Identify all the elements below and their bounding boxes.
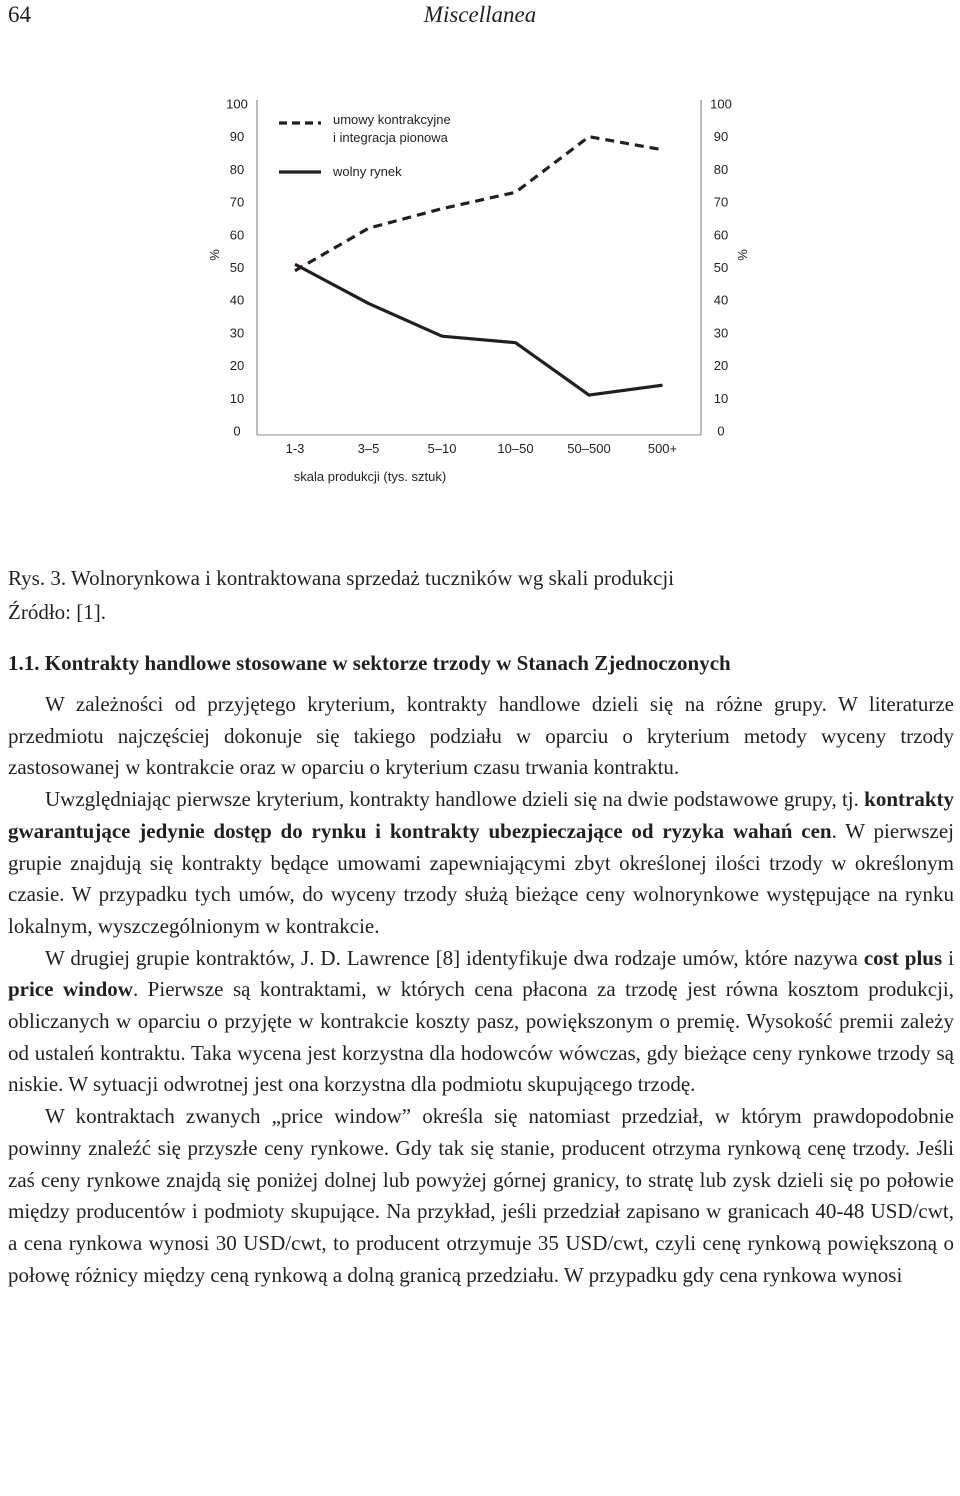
y-tick-label-right: 100 [710, 96, 732, 112]
y-tick-label-left: 70 [229, 194, 245, 210]
paragraph-4: W kontraktach zwanych „price window” określa się natomiast przedział, w którym prawdopodobnie powinny znaleźć się przyszłe ceny rynkowe. Gdy tak się stanie, producent otrzyma rynkową cenę trzody. Jeśli zaś ceny rynkowe znajdą się poniżej dolnej lub powyżej górnej granicy, to stratę lub zysk dzieli się po połowie między producentów i podmioty skupujące. Na przykład, jeśli przedział zapisano w granicach 40-48 USD/cwt, a cena rynkowa wynosi 30 USD/cwt, to producent otrzymuje 35 USD/cwt, czyli cenę rynkową powiększoną o połowę różnicy między ceną rynkową a dolną granicą przedziału. W przypadku gdy cena rynkowa wynosi [8, 1104, 954, 1287]
paragraph-3-text-b: i [942, 945, 954, 970]
x-tick-label: 3–5 [357, 441, 380, 456]
y-tick-label-left: 90 [229, 129, 245, 145]
y-tick-label-left: 60 [229, 227, 245, 243]
page-header [0, 0, 960, 32]
y-tick-label-left: 0 [233, 423, 241, 439]
y-tick-label-right: 60 [713, 227, 729, 243]
y-tick-label-left: 20 [229, 358, 245, 374]
x-tick-label: 500+ [647, 441, 678, 456]
y-tick-label-right: 50 [713, 260, 729, 275]
paragraph-2 [8, 784, 954, 943]
series-line-free-market [295, 264, 663, 395]
legend-label-contracts-line1: umowy kontrakcyjne [333, 112, 451, 127]
chart-legend [279, 112, 451, 179]
paragraph-1: W zależności od przyjętego kryterium, kontrakty handlowe dzieli się na różne grupy. W literaturze przedmiotu najczęściej dokonuje się takiego podziału w oparciu o kryterium metody wyceny trzody zastosowanej w kontrakcie oraz w oparciu o kryterium czasu trwania kontraktu. [8, 692, 954, 780]
y-tick-label-right: 90 [713, 129, 729, 145]
paragraph-3-text-c: . Pierwsze są kontraktami, w których cena płacona za trzodę jest równa kosztom produkcji, obliczanych w oparciu o przyjęte w kontrakcie koszty pasz, powiększonym o premię. Wysokość premii zależy od ustaleń kontraktu. Taka wycena jest korzystna dla hodowców wówczas, gdy bieżące ceny rynkowe trzody są niskie. W sytuacji odwrotnej jest ona korzystna dla podmiotu skupującego trzodę. [8, 977, 954, 1097]
y-tick-label-right: 80 [713, 161, 729, 177]
figure-source: Źródło: [1]. [8, 600, 106, 624]
y-tick-label-left: 30 [229, 325, 245, 341]
y-tick-label-left: 50 [229, 260, 245, 275]
y-tick-label-right: 40 [713, 292, 729, 308]
x-tick-label: 5–10 [427, 441, 457, 456]
line-chart [195, 90, 765, 495]
series-line-contracts [295, 137, 663, 271]
paragraph-2-text-a: Uwzględniając pierwsze kryterium, kontrakty handlowe dzieli się na dwie podstawowe grupy, tj. [45, 787, 865, 812]
figure-caption: Rys. 3. Wolnorynkowa i kontraktowana sprzedaż tuczników wg skali produkcji [8, 566, 675, 590]
y-tick-label-right: 70 [713, 194, 729, 210]
x-tick-label: 1-3 [285, 441, 305, 456]
legend-label-contracts-line2: i integracja pionowa [333, 130, 448, 145]
chart-axes [226, 97, 732, 457]
paragraph-3-bold-cost-plus: cost plus [863, 945, 943, 970]
y-tick-label-right: 20 [713, 358, 729, 374]
y-tick-label-left: 10 [229, 390, 245, 406]
paragraph-3 [8, 943, 954, 1102]
page-number: 64 [8, 2, 31, 27]
y-tick-label-right: 10 [713, 390, 729, 406]
section-heading: 1.1. Kontrakty handlowe stosowane w sektorze trzody w Stanach Zjednoczonych [8, 651, 731, 675]
x-tick-label: 50–500 [567, 441, 611, 456]
y-tick-label-right: 0 [717, 423, 725, 439]
y-tick-label-left: 40 [229, 292, 245, 308]
y-tick-label-left: 80 [229, 161, 245, 177]
paragraph-3-text-a: W drugiej grupie kontraktów, J. D. Lawrence [8] identyfikuje dwa rodzaje umów, które nazywa [45, 945, 864, 970]
paragraph-2-bold: kontrakty gwarantujące jedynie dostęp do rynku i kontrakty ubezpieczające od ryzyka wahań cen [8, 787, 955, 843]
y-tick-label-right: 30 [713, 325, 729, 341]
x-axis-label: skala produkcji (tys. sztuk) [293, 469, 447, 484]
y-axis-label-right: % [735, 249, 750, 261]
body-text [8, 689, 954, 1291]
legend-label-free-market: wolny rynek [333, 164, 402, 179]
running-title: Miscellanea [423, 2, 537, 27]
y-axis-label-left: % [207, 249, 222, 261]
paragraph-2-text-b: . W pierwszej grupie znajdują się kontrakty będące umowami zapewniającymi zbyt określonej ilości trzody w określonym czasie. W przypadku tych umów, do wyceny trzody służą bieżące ceny wolnorynkowe występujące na rynku lokalnym, wyszczególnionym w kontrakcie. [8, 818, 954, 938]
paragraph-3-bold-price-window: price window [8, 977, 133, 1002]
x-tick-label: 10–50 [497, 441, 534, 456]
y-tick-label-left: 100 [226, 96, 248, 112]
